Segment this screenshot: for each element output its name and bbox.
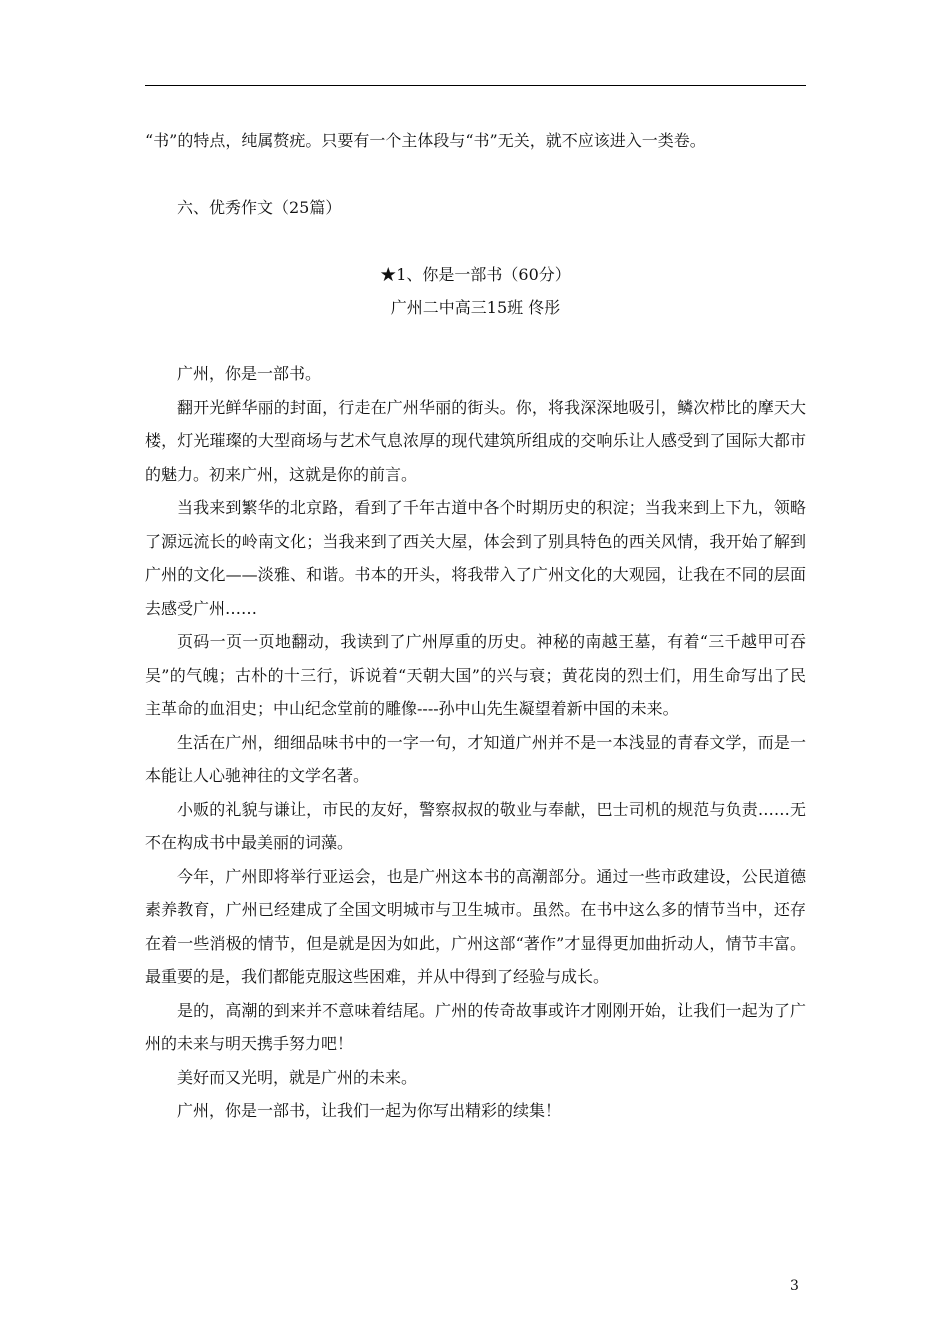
header-rule — [145, 85, 806, 86]
paragraph: 小贩的礼貌与谦让，市民的友好，警察叔叔的敬业与奉献，巴士司机的规范与负责……无不在构成书中最美丽的词藻。 — [145, 799, 806, 852]
paragraph: 广州，你是一部书，让我们一起为你写出精彩的续集！ — [177, 1101, 562, 1120]
paragraph: 翻开光鲜华丽的封面，行走在广州华丽的街头。你，将我深深地吸引，鳞次栉比的摩天大楼，灯光璀璨的大型商场与艺术气息浓厚的现代建筑所组成的交响乐让人感受到了国际大都市的魅力。初来广州，这就是你的前言。 — [145, 397, 806, 484]
paragraph: 页码一页一页地翻动，我读到了广州厚重的历史。神秘的南越王墓，有着“三千越甲可吞吴”的气魄；古朴的十三行，诉说着“天朝大国”的兴与衰；黄花岗的烈士们，用生命写出了民主革命的血泪史；中山纪念堂前的雕像----孙中山先生凝望着新中国的未来。 — [145, 632, 806, 718]
page-number: 3 — [790, 1278, 799, 1294]
paragraph: 当我来到繁华的北京路，看到了千年古道中各个时期历史的积淀；当我来到上下九，领略了源远流长的岭南文化；当我来到了西关大屋，体会到了别具特色的西关风情，我开始了解到广州的文化——淡雅、和谐。书本的开头，将我带入了广州文化的大观园，让我在不同的层面去感受广州…… — [145, 498, 806, 618]
paragraph: 美好而又光明，就是广州的未来。 — [177, 1067, 418, 1087]
section-heading: 六、优秀作文（25篇） — [177, 198, 342, 217]
essay-title: ★1、你是一部书（60分） — [380, 265, 571, 284]
essay-author: 广州二中高三15班 佟彤 — [390, 298, 561, 317]
paragraph: 是的，高潮的到来并不意味着结尾。广州的传奇故事或许才刚刚开始，让我们一起为了广州的未来与明天携手努力吧！ — [145, 1000, 806, 1053]
paragraph: 广州，你是一部书。 — [177, 364, 322, 383]
paragraph: 生活在广州，细细品味书中的一字一句，才知道广州并不是一本浅显的青春文学，而是一本能让人心驰神往的文学名著。 — [145, 732, 806, 785]
header-fragment: “书”的特点，纯属赘疣。只要有一个主体段与“书”无关，就不应该进入一类卷。 — [145, 131, 706, 150]
essay-body — [145, 357, 806, 1128]
paragraph: 今年，广州即将举行亚运会，也是广州这本书的高潮部分。通过一些市政建设，公民道德素养教育，广州已经建成了全国文明城市与卫生城市。虽然。在书中这么多的情节当中，还存在着一些消极的情节，但是就是因为如此，广州这部“著作”才显得更加曲折动人，情节丰富。最重要的是，我们都能克服这些困难，并从中得到了经验与成长。 — [145, 866, 806, 986]
